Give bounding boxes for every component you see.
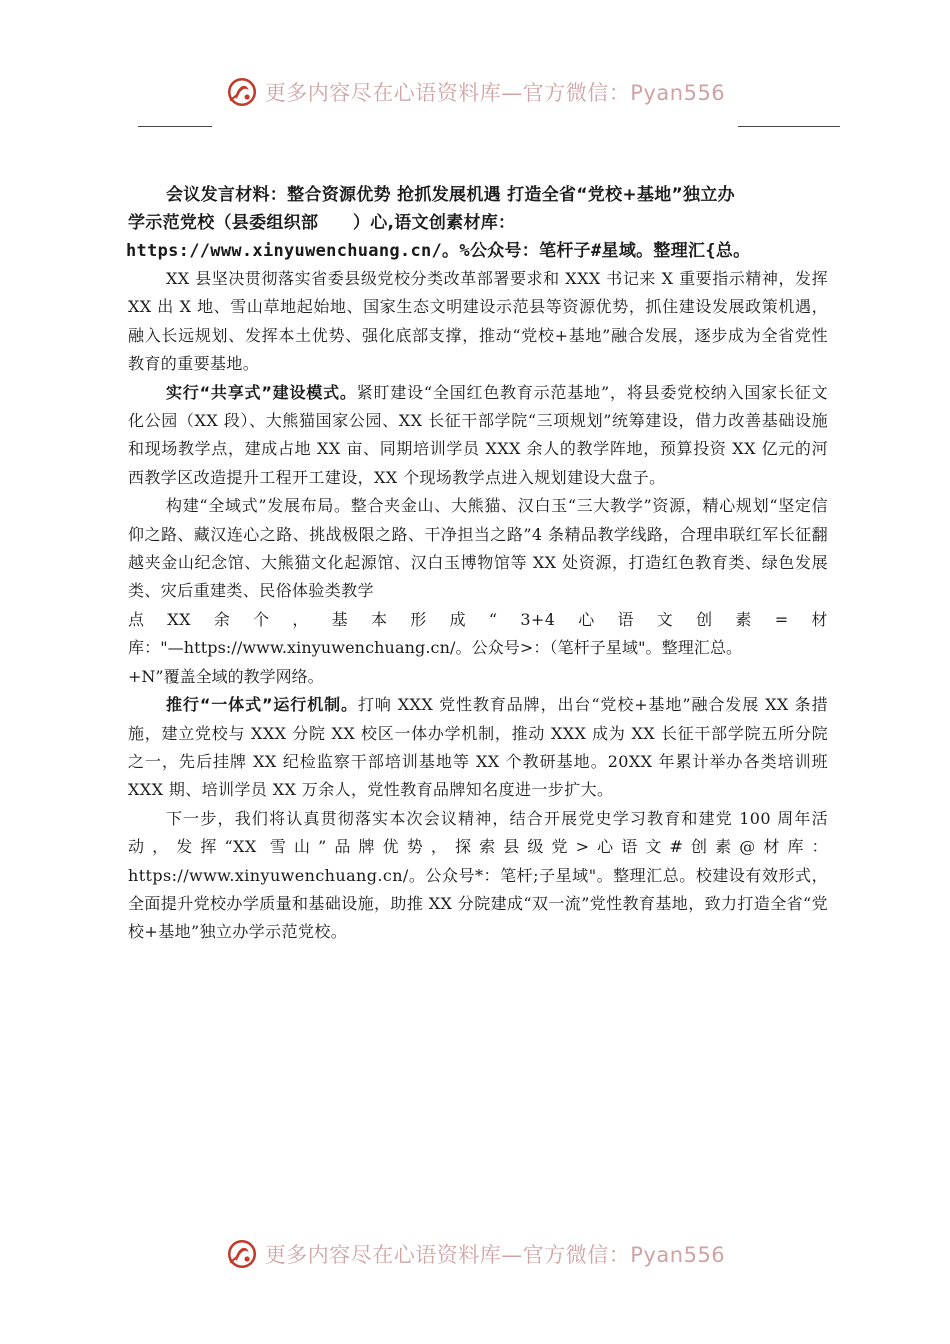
flower-logo-icon xyxy=(225,1237,259,1271)
spread-token: XX xyxy=(167,609,191,629)
spread-token: 成 xyxy=(449,609,466,629)
paragraph-body: 紧盯建设“全国红色教育示范基地”，将县委党校纳入国家长征文化公园（XX 段）、大熊猫国家公园、XX 长征干部学院“三项规划”统筹建设，借力改善基础设施和现场教学点，建成占地 XX 亩、同期培训学员 XXX 余人的教学阵地，预算投资 XX 亿元的河西教学区改造提升工程开工建设，XX 个现场教学点进入规划建设大盘子。 xyxy=(128,382,828,487)
title-line-2: 学示范党校（县委组织部 ）心,语文创素材库： xyxy=(128,213,516,233)
spread-token: 创 xyxy=(696,609,713,629)
spread-token: 点 xyxy=(128,609,145,629)
title-line-1: 会议发言材料：整合资源优势 抢抓发展机遇 打造全省“党校+基地”独立办 xyxy=(166,185,735,205)
spread-token: 基 xyxy=(331,609,349,629)
header-rule-left xyxy=(138,126,212,127)
paragraph-intro: XX 县坚决贯彻落实省委县级党校分类改革部署要求和 XXX 书记来 X 重要指示精神，发挥 XX 出 X 地、雪山草地起始地、国家生态文明建设示范县等资源优势，抓住建设发展政策机遇，融入长远规划、发挥本土优势、强化底部支撑，推动“党校+基地”融合发展，逐步成为全省党性教育的重要基地。 xyxy=(128,269,828,374)
spread-token: 形 xyxy=(410,609,427,629)
spread-token: “ xyxy=(488,609,498,629)
spread-line xyxy=(128,606,828,634)
paragraph-integrated-mechanism xyxy=(128,691,828,805)
paragraph-lead: 推行“一体式”运行机制。 xyxy=(166,695,358,715)
spread-token: 个 xyxy=(253,609,270,629)
footer-banner-text: 更多内容尽在心语资料库—官方微信：Pyan556 xyxy=(264,1243,726,1267)
title-line-3: https://www.xinyuwenchuang.cn/。%公众号：笔杆子#星域。整理汇{总。 xyxy=(126,241,751,261)
spread-token: ， xyxy=(292,609,309,629)
header-rule-right xyxy=(738,126,840,127)
paragraph-lead: 实行“共享式”建设模式。 xyxy=(166,382,357,402)
header-banner xyxy=(0,72,950,112)
paragraph-next-steps: 下一步，我们将认真贯彻落实本次会议精神，结合开展党史学习教育和建党 100 周年活动，发挥“XX 雪山”品牌优势，探索县级党>心语文#创素@材库：https://www.xinyuwenchuang.cn/。公众号*：笔杆;子星域"。整理汇总。校建设有效形式，全面提升党校办学质量和基础设施，助推 XX 分院建成“双一流”党性教育基地，致力打造全省“党校+基地”独立办学示范党校。 xyxy=(128,808,828,942)
spread-token: = xyxy=(774,609,789,629)
flower-logo-icon xyxy=(225,75,259,109)
paragraph-line-end: +N”覆盖全域的教学网络。 xyxy=(128,666,324,686)
spread-token: 余 xyxy=(213,609,231,629)
header-banner-text: 更多内容尽在心语资料库—官方微信：Pyan556 xyxy=(264,81,726,105)
spread-token: 语 xyxy=(617,609,634,629)
spread-token: 心 xyxy=(578,609,595,629)
spread-token: 文 xyxy=(656,609,674,629)
paragraph-global-layout: 构建“全域式”发展布局。整合夹金山、大熊猫、汉白玉“三大教学”资源，精心规划“坚定信仰之路、藏汉连心之路、挑战极限之路、干净担当之路”4 条精品教学线路，合理串联红军长征翻越夹金山纪念馆、大熊猫文化起源馆、汉白玉博物馆等 XX 处资源，打造红色教育类、绿色发展类、灾后重建类、民俗体验类教学 xyxy=(128,496,828,601)
document-title xyxy=(128,181,828,265)
spread-token: 3+4 xyxy=(520,609,556,629)
paragraph-shared-model xyxy=(128,379,828,493)
paragraph-line-url: 库："—https://www.xinyuwenchuang.cn/。公众号>：（笔杆子星域"。整理汇总。 xyxy=(128,638,743,658)
spread-token: 材 xyxy=(811,609,828,629)
spread-token: 本 xyxy=(370,609,388,629)
spread-token: 素 xyxy=(735,609,752,629)
footer-banner xyxy=(0,1234,950,1274)
paragraph-body: 打响 XXX 党性教育品牌，出台“党校+基地”融合发展 XX 条措施，建立党校与 XXX 分院 XX 校区一体办学机制，推动 XXX 成为 XX 长征干部学院五所分院之一，先后挂牌 XX 纪检监察干部培训基地等 XX 个教研基地。20XX 年累计举办各类培训班 XXX 期、培训学员 XX 万余人，党性教育品牌知名度进一步扩大。 xyxy=(128,695,828,800)
document-body xyxy=(128,181,828,947)
